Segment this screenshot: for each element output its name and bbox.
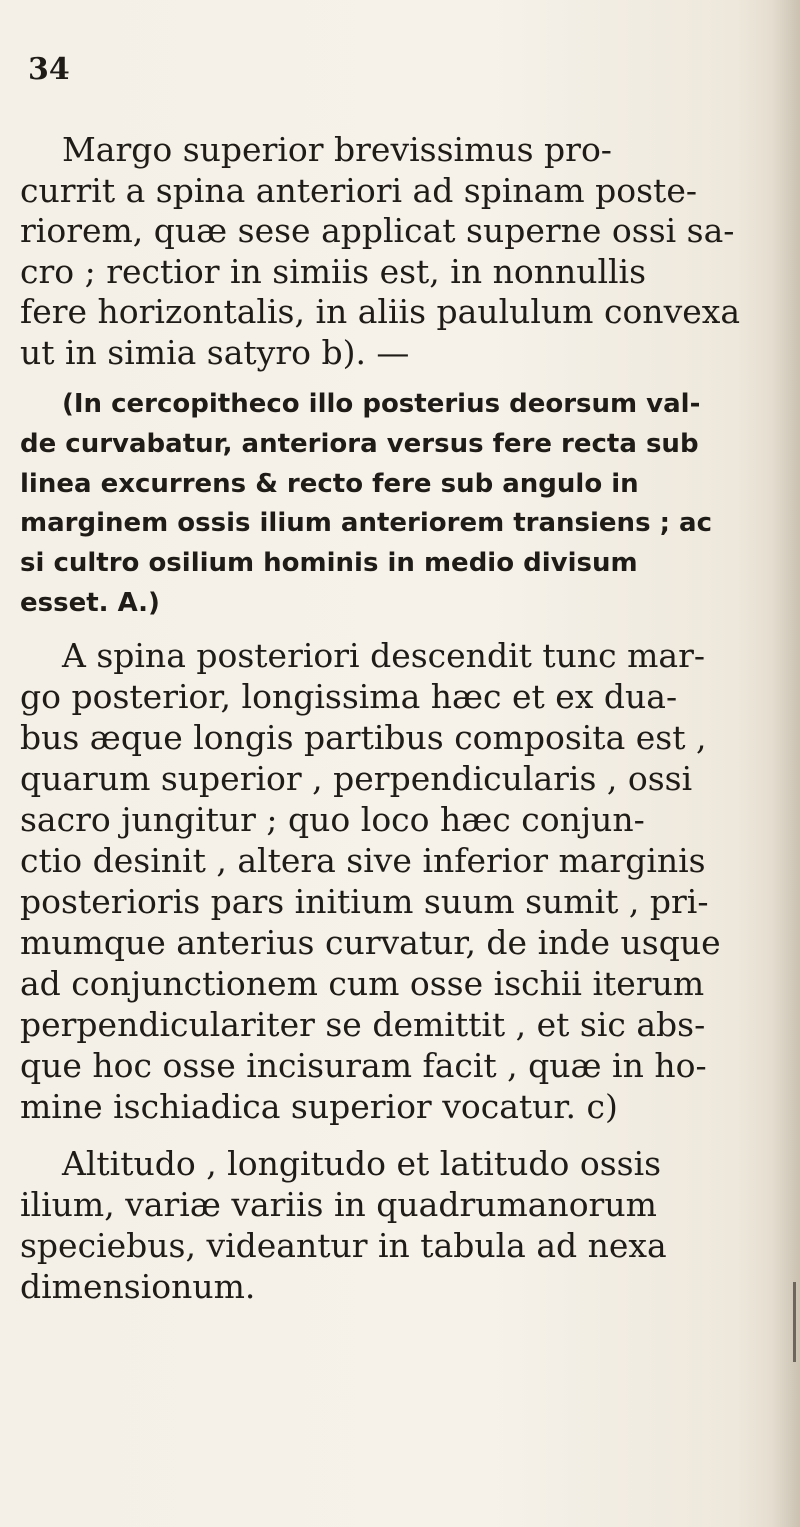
text-line: dimensionum.: [20, 1267, 256, 1306]
text-line: mumque anterius curvatur, de inde usque: [20, 923, 721, 962]
text-line: bus æque longis partibus composita est ,: [20, 718, 707, 757]
text-line: cro ; rectior in simiis est, in nonnullis: [20, 252, 647, 291]
text-line: sacro jungitur ; quo loco hæc conjun-: [20, 800, 645, 839]
text-line: ut in simia satyro b). —: [20, 333, 410, 372]
text-line: posterioris pars initium suum sumit , pri-: [20, 882, 709, 921]
text-line: ad conjunctionem cum osse ischii iterum: [20, 964, 705, 1003]
text-line: linea excurrens & recto fere sub angulo in: [20, 469, 639, 499]
text-line: mine ischiadica superior vocatur. c): [20, 1087, 618, 1126]
text-line: quarum superior , perpendicularis , ossi: [20, 759, 693, 798]
text-line: ctio desinit , altera sive inferior marginis: [20, 841, 706, 880]
text-line: marginem ossis ilium anteriorem transiens ; ac: [20, 508, 712, 538]
text-line: A spina posteriori descendit tunc mar-: [62, 636, 706, 675]
margin-ink-mark: [793, 1282, 796, 1362]
text-line: ilium, variæ variis in quadrumanorum: [20, 1185, 657, 1224]
text-line: Margo superior brevissimus pro-: [62, 130, 612, 169]
text-line: Altitudo , longitudo et latitudo ossis: [62, 1144, 662, 1183]
text-line: de curvabatur, anteriora versus fere recta sub: [20, 429, 699, 459]
text-line: speciebus, videantur in tabula ad nexa: [20, 1226, 667, 1265]
text-line: perpendiculariter se demittit , et sic abs-: [20, 1005, 706, 1044]
text-line: fere horizontalis, in aliis paululum convexa: [20, 292, 741, 331]
text-line: riorem, quæ sese applicat superne ossi sa-: [20, 211, 735, 250]
page-number: 34: [28, 52, 70, 87]
text-line: que hoc osse incisuram facit , quæ in ho-: [20, 1046, 707, 1085]
text-line: (In cercopitheco illo posterius deorsum val-: [62, 389, 701, 419]
text-line: currit a spina anteriori ad spinam poste-: [20, 171, 697, 210]
text-line: esset. A.): [20, 588, 160, 618]
text-line: si cultro osilium hominis in medio divisum: [20, 548, 638, 578]
text-line: go posterior, longissima hæc et ex dua-: [20, 677, 678, 716]
